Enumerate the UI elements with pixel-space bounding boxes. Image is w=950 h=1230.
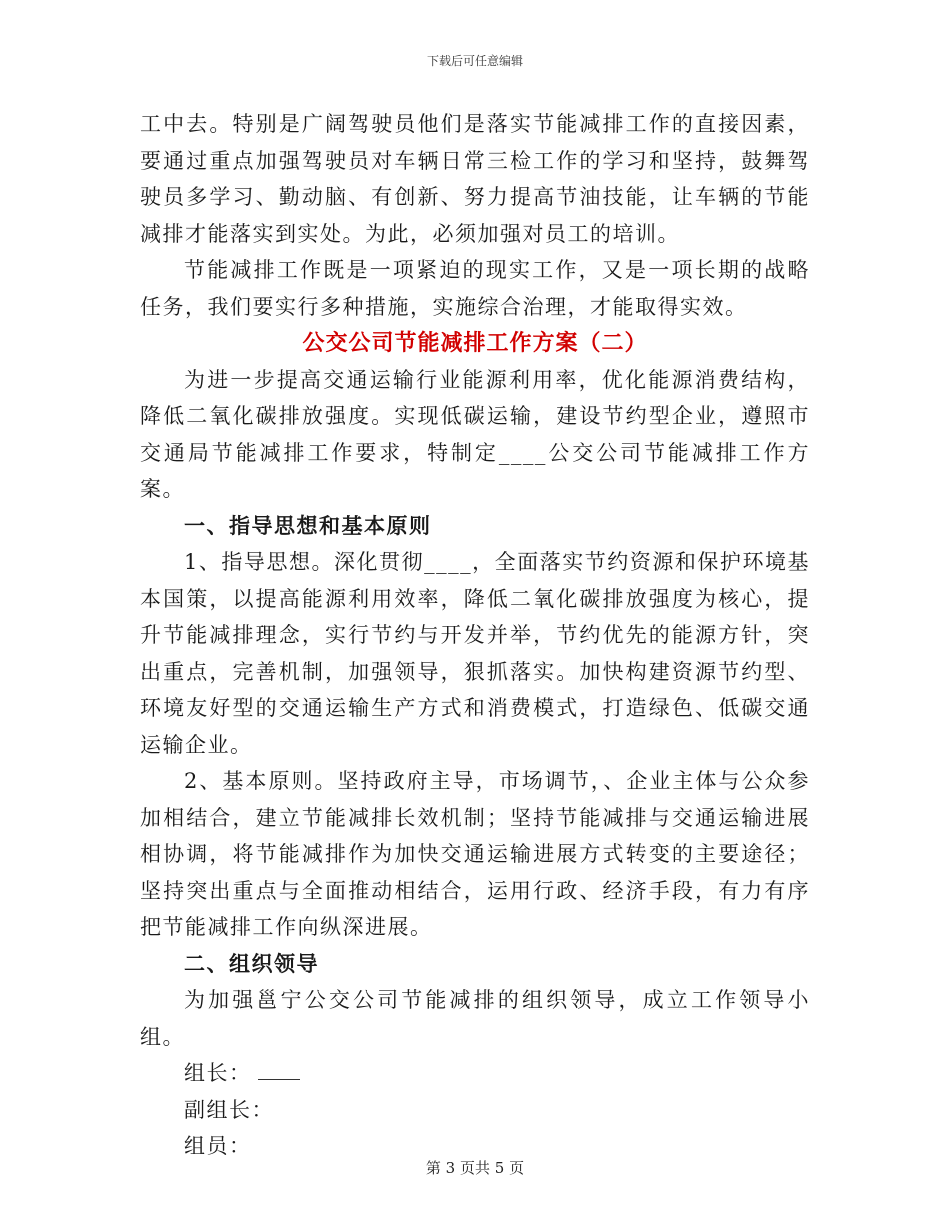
- role-leader-label: 组长：: [184, 1061, 252, 1085]
- page-header: 下载后可任意编辑: [426, 54, 523, 68]
- heading-organization: 二、组织领导: [184, 950, 319, 976]
- paragraph-leadership-group: 为加强邕宁公交公司节能减排的组织领导，成立工作领导小组。: [140, 988, 810, 1049]
- page-footer: 第 3 页共 5 页: [425, 1159, 525, 1177]
- paragraph-intro: 为进一步提高交通运输行业能源利用率，优化能源消费结构，降低二氧化碳排放强度。实现低碳运输，建设节约型企业，遵照市交通局节能减排工作要求，特制定____公交公司节能减排工作方案。: [140, 367, 810, 501]
- role-members: 组员：: [184, 1134, 252, 1158]
- paragraph-guiding-thought: 1、指导思想。深化贯彻____，全面落实节约资源和保护环境基本国策，以提高能源利用效率，降低二氧化碳排放强度为核心，提升节能减排理念，实行节约与开发并举，节约优先的能源方针，突出重点，完善机制，加强领导，狠抓落实。加快构建资源节约型、环境友好型的交通运输生产方式和消费模式，打造绿色、低碳交通运输企业。: [140, 550, 810, 757]
- heading-guiding-principles: 一、指导思想和基本原则: [184, 512, 432, 538]
- document-body: [140, 106, 810, 1165]
- role-vice-leader: 副组长：: [184, 1097, 274, 1122]
- paragraph-basic-principles: 2、基本原则。坚持政府主导，市场调节，、企业主体与公众参加相结合，建立节能减排长效机制；坚持节能减排与交通运输进展相协调，将节能减排作为加快交通运输进展方式转变的主要途径；坚持突出重点与全面推动相结合，运用行政、经济手段，有力有序把节能减排工作向纵深进展。: [140, 769, 810, 939]
- leader-blank-line: [258, 1061, 300, 1080]
- role-leader: [140, 1055, 810, 1092]
- paragraph-conclusion: 节能减排工作既是一项紧迫的现实工作，又是一项长期的战略任务，我们要实行多种措施，实施综合治理，才能取得实效。: [140, 258, 810, 319]
- section-title: 公交公司节能减排工作方案（二）: [302, 330, 648, 356]
- paragraph-continuation: 工中去。特别是广阔驾驶员他们是落实节能减排工作的直接因素，要通过重点加强驾驶员对车辆日常三检工作的学习和坚持，鼓舞驾驶员多学习、勤动脑、有创新、努力提高节油技能，让车辆的节能减排才能落实到实处。为此，必须加强对员工的培训。: [140, 112, 810, 246]
